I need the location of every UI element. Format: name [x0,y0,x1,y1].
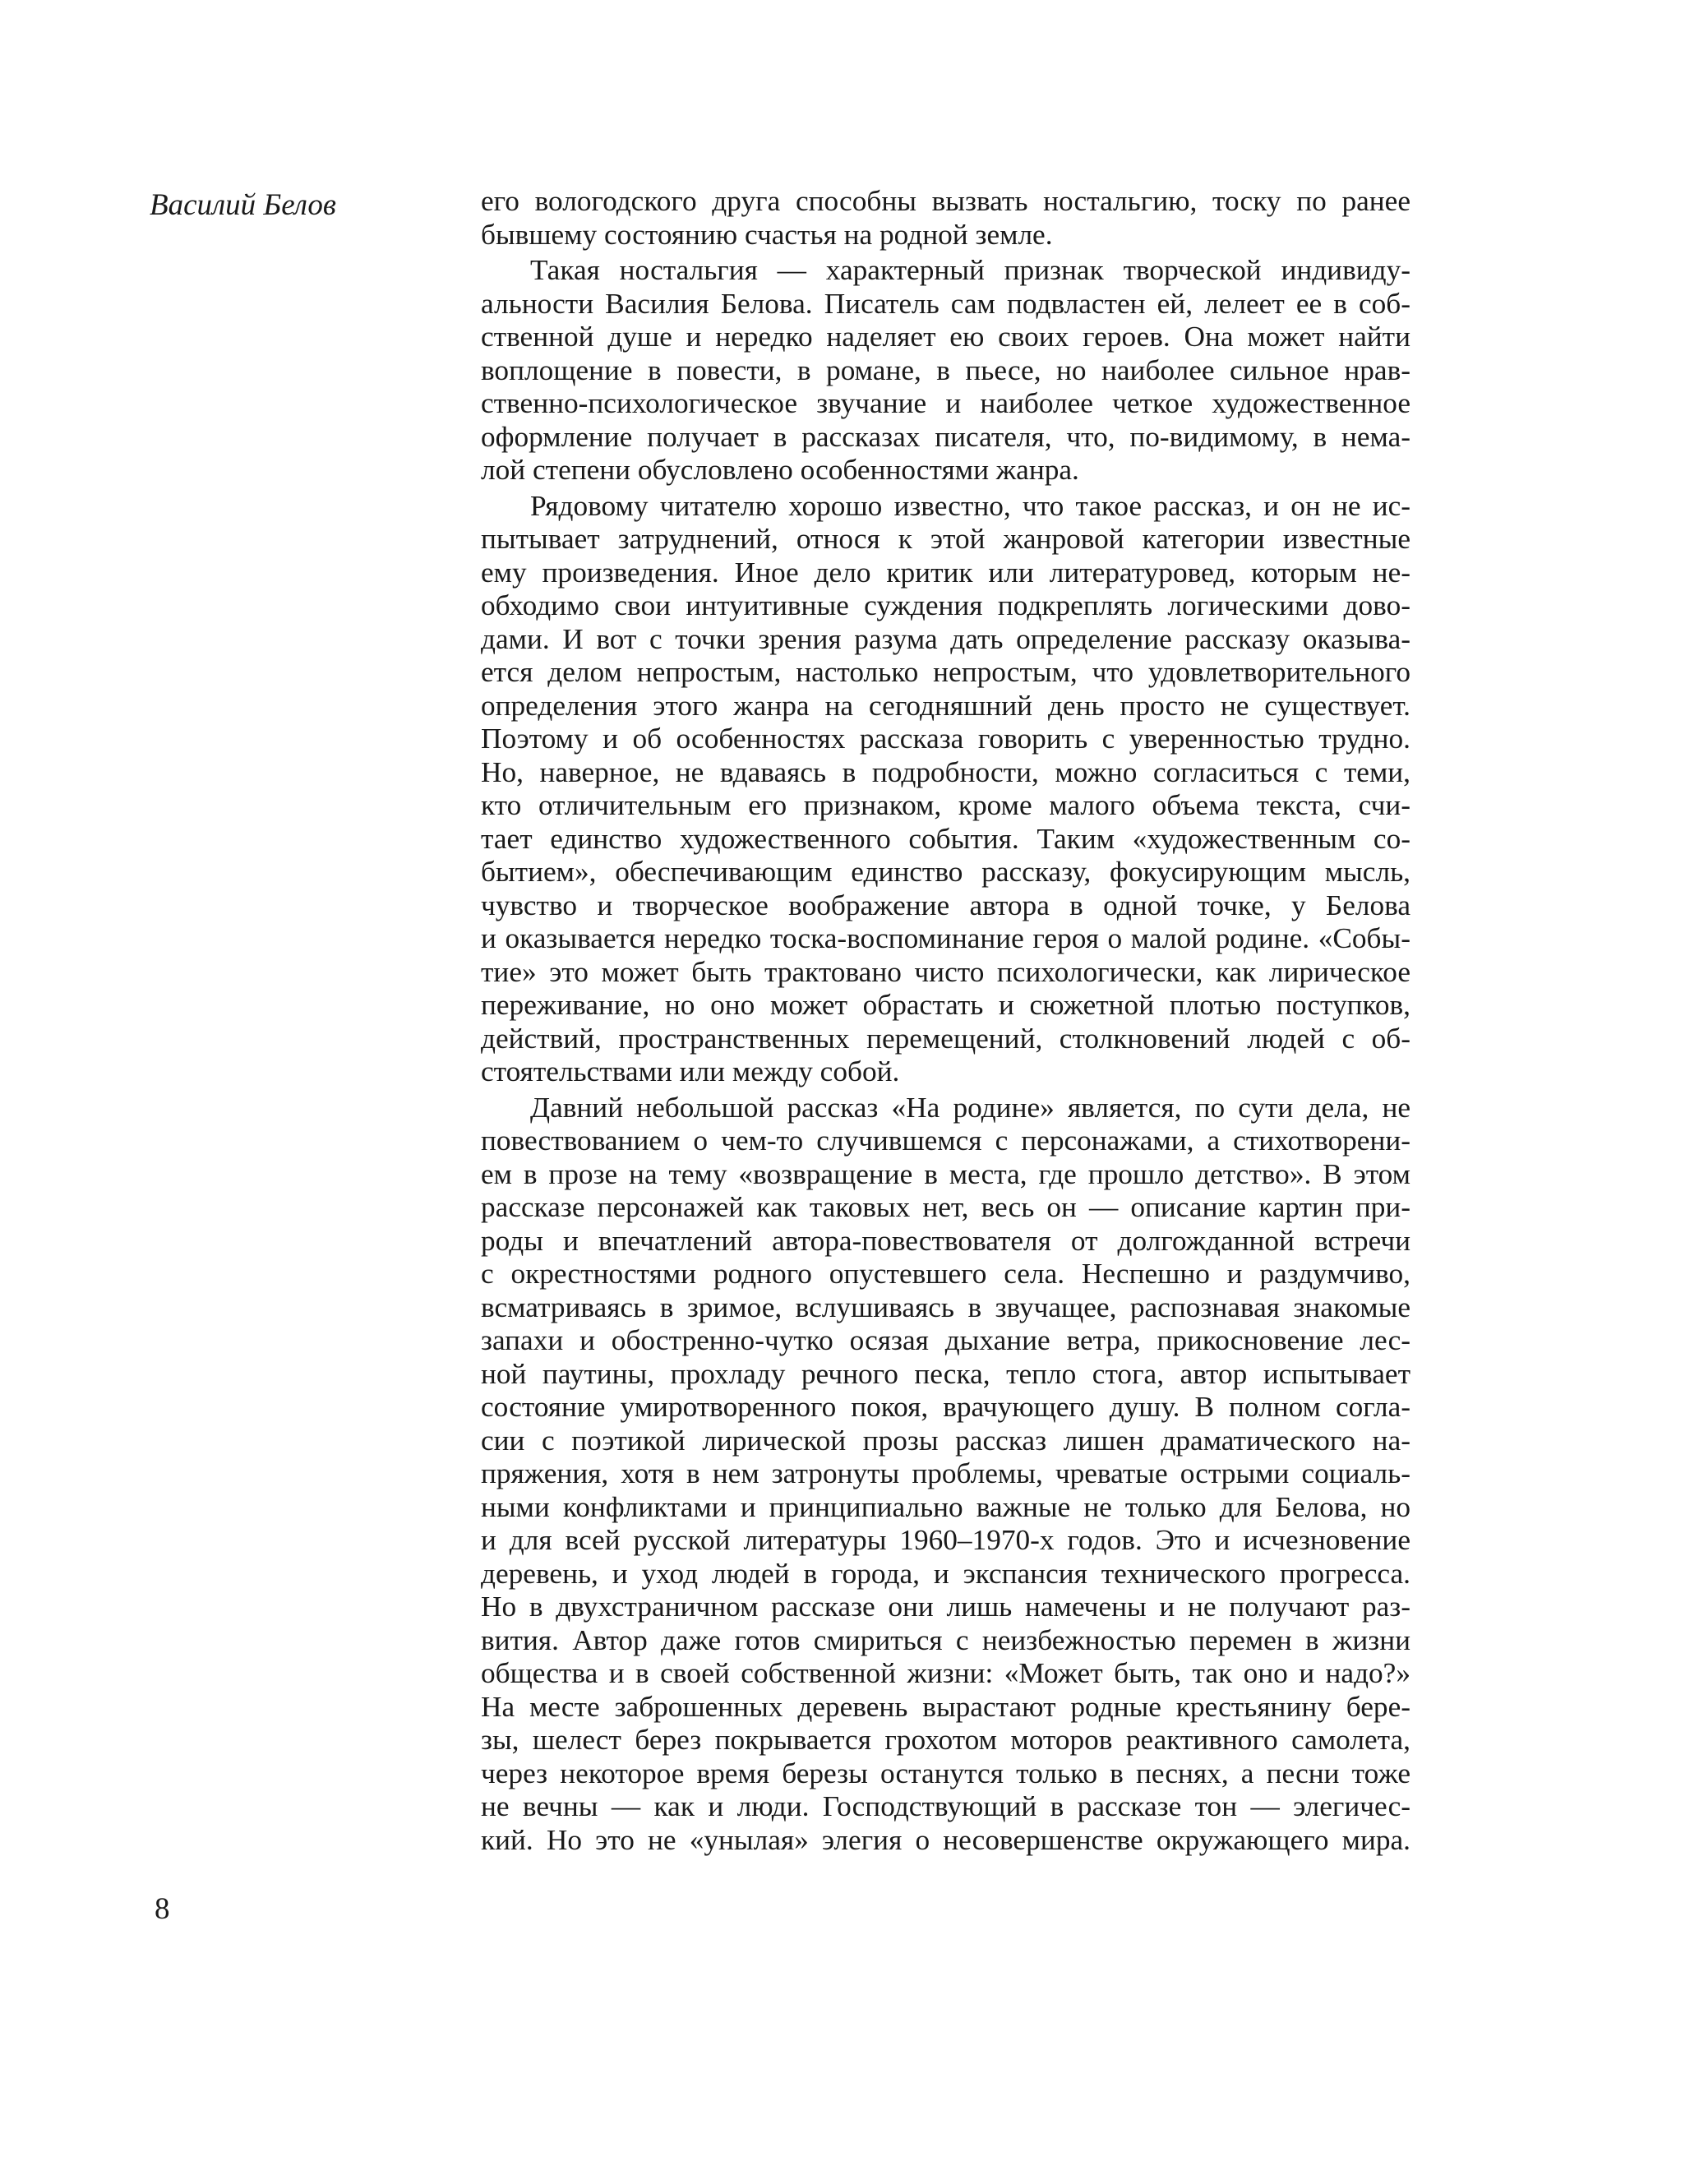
text-line: ем в прозе на тему «возвращение в места, где прошло детство». В этом [481,1157,1410,1190]
text-line: ными конфликтами и принципиально важные не только для Белова, но [481,1490,1410,1523]
text-line: обходимо свои интуитивные суждения подкреплять логическими дово- [481,589,1410,621]
text-line: Поэтому и об особенностях рассказа говорить с уверенностью трудно. [481,723,1410,755]
text-line: его вологодского друга способны вызвать ностальгию, тоску по ранее [481,185,1410,217]
text-line: зы, шелест берез покрывается грохотом моторов реактивного самолета, [481,1724,1410,1756]
text-line: ется делом непростым, настолько непростым, что удовлетворительного [481,656,1410,688]
text-line: альности Василия Белова. Писатель сам подвластен ей, лелеет ее в соб- [481,287,1410,320]
text-line: определения этого жанра на сегодняшний день просто не существует. [481,689,1410,722]
text-line: Но в двухстраничном рассказе они лишь намечены и не получают раз- [481,1591,1410,1623]
text-line: Давний небольшой рассказ «На родине» является, по сути дела, не [530,1091,1410,1124]
text-line: чувство и творческое воображение автора в одной точке, у Белова [481,889,1410,921]
text-line: с окрестностями родного опустевшего села. Неспешно и раздумчиво, [481,1258,1410,1290]
text-line: вития. Автор даже готов смириться с неизбежностью перемен в жизни [481,1623,1410,1656]
text-line: пряжения, хотя в нем затронуты проблемы, чреватые острыми социаль- [481,1457,1410,1489]
text-line: лой степени обусловлено особенностями жанра. [481,454,1079,486]
text-line: Рядовому читателю хорошо известно, что такое рассказ, и он не ис- [530,489,1410,522]
text-line: оформление получает в рассказах писателя, что, по-видимому, в нема- [481,420,1410,453]
text-line: деревень, и уход людей в города, и экспансия технического прогресса. [481,1557,1410,1590]
text-line: всматриваясь в зримое, вслушиваясь в звучащее, распознавая знакомые [481,1291,1410,1323]
text-line: тие» это может быть трактовано чисто психологически, как лирическое [481,955,1410,988]
text-line: роды и впечатлений автора-повествователя от долгожданной встречи [481,1224,1410,1257]
text-line: общества и в своей собственной жизни: «Может быть, так оно и надо?» [481,1657,1410,1689]
text-line: не вечны — как и люди. Господствующий в рассказе тон — элегичес- [481,1790,1410,1822]
text-line: воплощение в повести, в романе, в пьесе, но наиболее сильное нрав- [481,353,1410,386]
running-head: Василий Белов [150,188,336,222]
text-line: дами. И вот с точки зрения разума дать определение рассказу оказыва- [481,622,1410,655]
text-line: ственной душе и нередко наделяет ею своих героев. Она может найти [481,321,1410,353]
text-line: Такая ностальгия — характерный признак творческой индивиду- [530,254,1410,286]
text-line: состояние умиротворенного покоя, врачующего душу. В полном согла- [481,1391,1410,1423]
text-line: через некоторое время березы останутся только в песнях, а песни тоже [481,1757,1410,1789]
text-line: сии с поэтикой лирической прозы рассказ лишен драматического на- [481,1424,1410,1457]
body-text [481,185,1410,1857]
text-line: кий. Но это не «унылая» элегия о несовершенстве окружающего мира. [481,1823,1410,1856]
text-line: повествованием о чем-то случившемся с персонажами, а стихотворени- [481,1124,1410,1157]
text-line: кто отличительным его признаком, кроме малого объема текста, счи- [481,789,1410,821]
text-line: ственно-психологическое звучание и наиболее четкое художественное [481,387,1410,419]
text-line: стоятельствами или между собой. [481,1055,900,1087]
text-line: рассказе персонажей как таковых нет, весь он — описание картин при- [481,1191,1410,1223]
text-line: ной паутины, прохладу речного песка, тепло стога, автор испытывает [481,1357,1410,1390]
text-line: ему произведения. Иное дело критик или литературовед, которым не- [481,556,1410,589]
text-line: и оказывается нередко тоска-воспоминание героя о малой родине. «Собы- [481,922,1410,954]
text-line: бытием», обеспечивающим единство рассказу, фокусирующим мысль, [481,856,1410,888]
text-line: На месте заброшенных деревень вырастают родные крестьянину бере- [481,1690,1410,1723]
text-line: действий, пространственных перемещений, столкновений людей с об- [481,1022,1410,1055]
text-line: тает единство художественного события. Таким «художественным со- [481,822,1410,855]
text-line: Но, наверное, не вдаваясь в подробности, можно согласиться с теми, [481,755,1410,788]
text-line: переживание, но оно может обрастать и сюжетной плотью поступков, [481,989,1410,1021]
text-line: запахи и обостренно-чутко осязая дыхание ветра, прикосновение лес- [481,1324,1410,1356]
text-line: бывшему состоянию счастья на родной земле. [481,218,1053,251]
page-number: 8 [155,1892,170,1926]
text-line: и для всей русской литературы 1960–1970-х годов. Это и исчезновение [481,1524,1410,1556]
text-line: пытывает затруднений, относя к этой жанровой категории известные [481,523,1410,555]
